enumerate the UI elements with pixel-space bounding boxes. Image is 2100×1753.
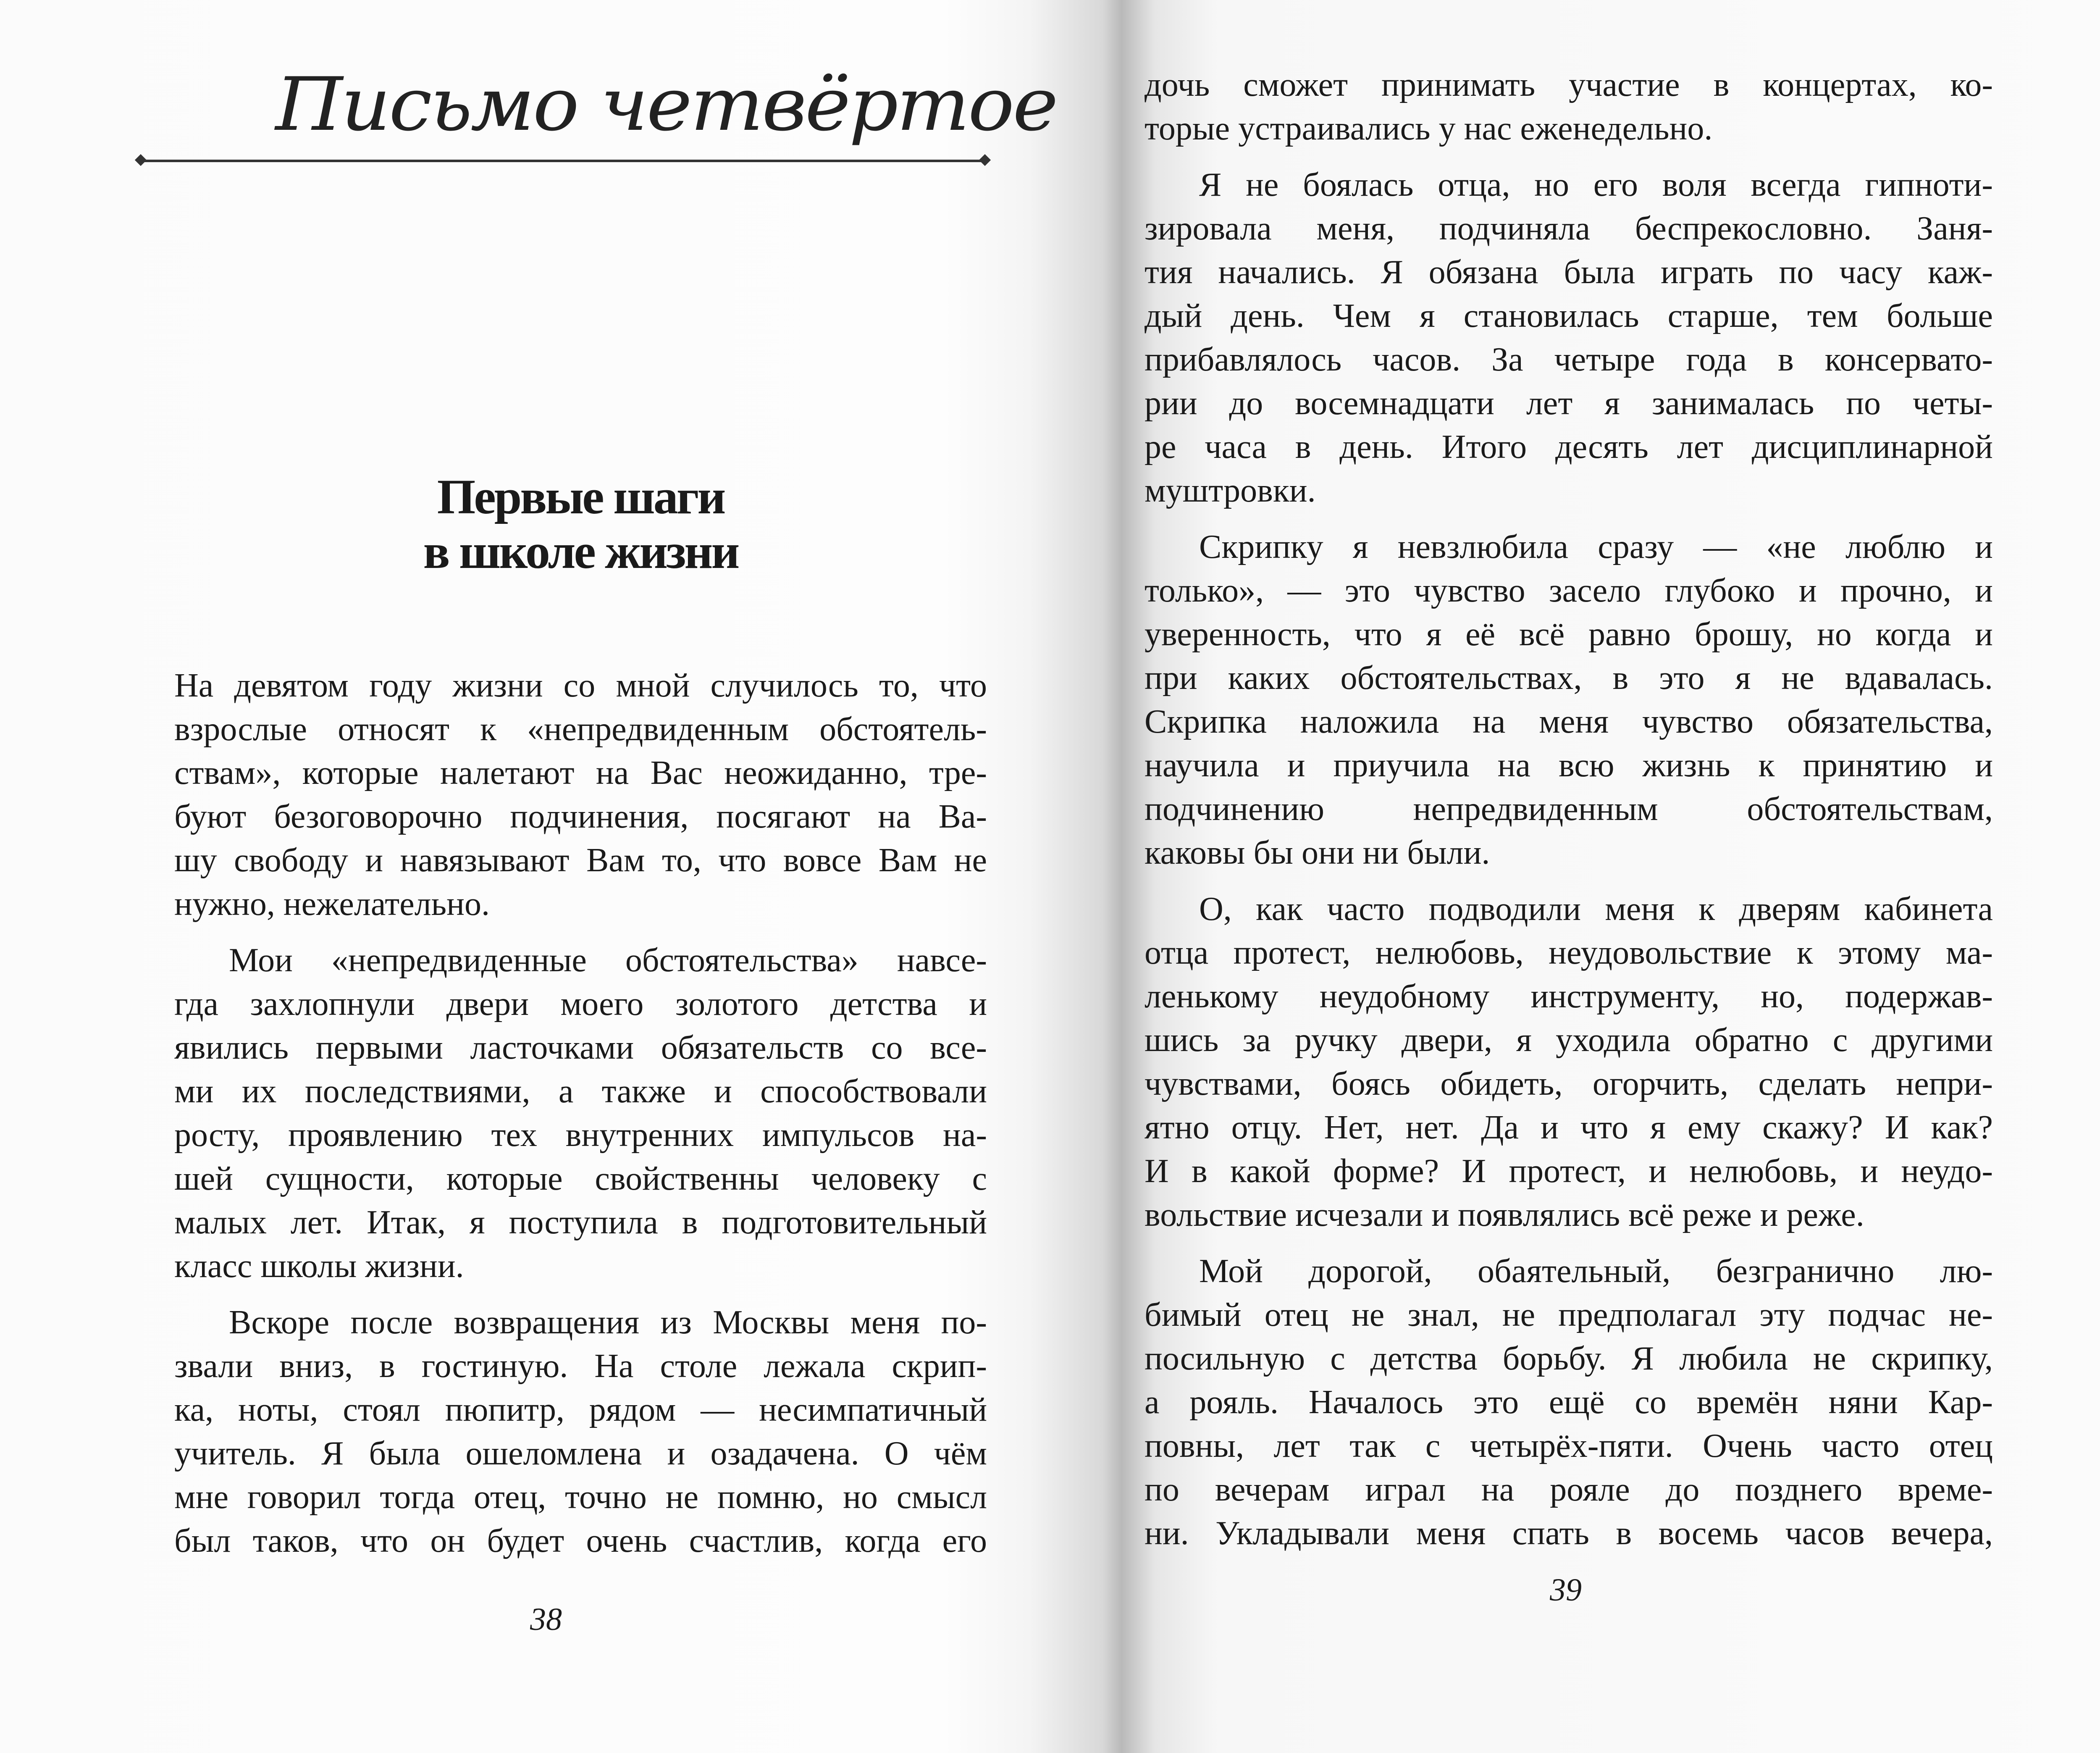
text-line: уверенность, что я её всё равно брошу, но когда и bbox=[1144, 616, 1993, 653]
text-line: Я не боялась отца, но его воля всегда гипноти- bbox=[1199, 166, 1993, 203]
text-line: прибавлялось часов. За четыре года в консервато- bbox=[1144, 341, 1993, 378]
text-line: ятно отцу. Нет, нет. Да и что я ему скажу? И как? bbox=[1144, 1109, 1993, 1146]
text-line: вольствие исчезали и появлялись всё реже и реже. bbox=[1144, 1196, 1864, 1233]
paragraph bbox=[1144, 887, 1993, 1237]
text-line: ка, ноты, стоял пюпитр, рядом — несимпатичный bbox=[174, 1391, 987, 1428]
text-line: а рояль. Началось это ещё со времён няни Кар- bbox=[1144, 1384, 1993, 1421]
text-line: гда захлопнули двери моего золотого детства и bbox=[174, 986, 987, 1022]
paragraph bbox=[1144, 1249, 1993, 1555]
text-line: муштровки. bbox=[1144, 472, 1316, 509]
text-line: учитель. Я была ошеломлена и озадачена. О чём bbox=[174, 1435, 987, 1472]
section-heading-line-2: в школе жизни bbox=[423, 524, 738, 579]
text-line: явились первыми ласточками обязательств со все- bbox=[174, 1029, 987, 1066]
text-line: повны, лет так с четырёх-пяти. Очень часто отец bbox=[1144, 1427, 1993, 1464]
text-line: научила и приучила на всю жизнь к принятию и bbox=[1144, 747, 1993, 784]
text-line: росту, проявлению тех внутренних импульсов на- bbox=[174, 1117, 987, 1154]
text-line: На девятом году жизни со мной случилось то, что bbox=[174, 667, 987, 704]
text-line: только», — это чувство засело глубоко и прочно, и bbox=[1144, 572, 1993, 609]
text-line: бимый отец не знал, не предполагал эту подчас не- bbox=[1144, 1296, 1993, 1333]
text-line: шись за ручку двери, я уходила обратно с другими bbox=[1144, 1022, 1993, 1059]
text-line: торые устраивались у нас еженедельно. bbox=[1144, 110, 1713, 147]
left-page-body bbox=[174, 664, 987, 1563]
chapter-title: Письмо четвёртое bbox=[275, 62, 1057, 147]
text-line: тия начались. Я обязана была играть по часу каж- bbox=[1144, 254, 1993, 291]
text-line: шей сущности, которые свойственны человеку с bbox=[174, 1160, 987, 1197]
paragraph bbox=[174, 938, 987, 1288]
text-line: Вскоре после возвращения из Москвы меня по- bbox=[229, 1304, 987, 1341]
text-line: отца протест, нелюбовь, неудовольствие к этому ма- bbox=[1144, 934, 1993, 971]
text-line: Скрипка наложила на меня чувство обязательства, bbox=[1144, 703, 1993, 740]
paragraph bbox=[1144, 163, 1993, 512]
text-line: взрослые относят к «непредвиденным обстоятель- bbox=[174, 711, 987, 748]
text-line: при каких обстоятельствах, в это я не вдавалась. bbox=[1144, 660, 1993, 696]
text-line: дочь сможет принимать участие в концертах, ко- bbox=[1144, 66, 1993, 103]
text-line: буют безоговорочно подчинения, посягают на Ва- bbox=[174, 798, 987, 835]
text-line: мне говорил тогда отец, точно не помню, но смысл bbox=[174, 1479, 987, 1516]
paragraph bbox=[174, 1301, 987, 1563]
text-line: класс школы жизни. bbox=[174, 1248, 464, 1285]
text-line: нужно, нежелательно. bbox=[174, 886, 490, 922]
paragraph bbox=[174, 664, 987, 926]
text-line: по вечерам играл на рояле до позднего време- bbox=[1144, 1471, 1993, 1508]
text-line: подчинению непредвиденным обстоятельствам, bbox=[1144, 791, 1993, 828]
text-line: ленькому неудобному инструменту, но, подержав- bbox=[1144, 978, 1993, 1015]
paragraph bbox=[1144, 525, 1993, 875]
text-line: зировала меня, подчиняла беспрекословно. Заня- bbox=[1144, 210, 1993, 247]
text-line: был таков, что он будет очень счастлив, когда его bbox=[174, 1522, 987, 1559]
text-line: дый день. Чем я становилась старше, тем больше bbox=[1144, 297, 1993, 334]
section-heading-line-1: Первые шаги bbox=[437, 469, 724, 524]
text-line: ствам», которые налетают на Вас неожиданно, тре- bbox=[174, 754, 987, 791]
title-divider bbox=[141, 160, 985, 162]
text-line: Мои «непредвиденные обстоятельства» навсе- bbox=[229, 942, 987, 979]
text-line: Мой дорогой, обаятельный, безгранично лю- bbox=[1199, 1253, 1993, 1290]
text-line: ми их последствиями, а также и способствовали bbox=[174, 1073, 987, 1110]
text-line: звали вниз, в гостиную. На столе лежала скрип- bbox=[174, 1348, 987, 1385]
page-number-left: 38 bbox=[530, 1602, 562, 1637]
text-line: О, как часто подводили меня к дверям кабинета bbox=[1199, 891, 1993, 928]
text-line: малых лет. Итак, я поступила в подготовительный bbox=[174, 1204, 987, 1241]
text-line: Скрипку я невзлюбила сразу — «не люблю и bbox=[1199, 528, 1993, 565]
text-line: рии до восемнадцати лет я занималась по четы- bbox=[1144, 385, 1993, 422]
text-line: чувствами, боясь обидеть, огорчить, сделать непри- bbox=[1144, 1065, 1993, 1102]
text-line: посильную с детства борьбу. Я любила не скрипку, bbox=[1144, 1340, 1993, 1377]
text-line: И в какой форме? И протест, и нелюбовь, и неудо- bbox=[1144, 1153, 1993, 1190]
page-number-right: 39 bbox=[1550, 1572, 1582, 1608]
text-line: ни. Укладывали меня спать в восемь часов вечера, bbox=[1144, 1515, 1993, 1552]
text-line: каковы бы они ни были. bbox=[1144, 834, 1490, 871]
text-line: шу свободу и навязывают Вам то, что вовсе Вам не bbox=[174, 842, 987, 879]
paragraph bbox=[1144, 63, 1993, 150]
right-page-body bbox=[1144, 63, 1993, 1555]
text-line: ре часа в день. Итого десять лет дисциплинарной bbox=[1144, 428, 1993, 465]
